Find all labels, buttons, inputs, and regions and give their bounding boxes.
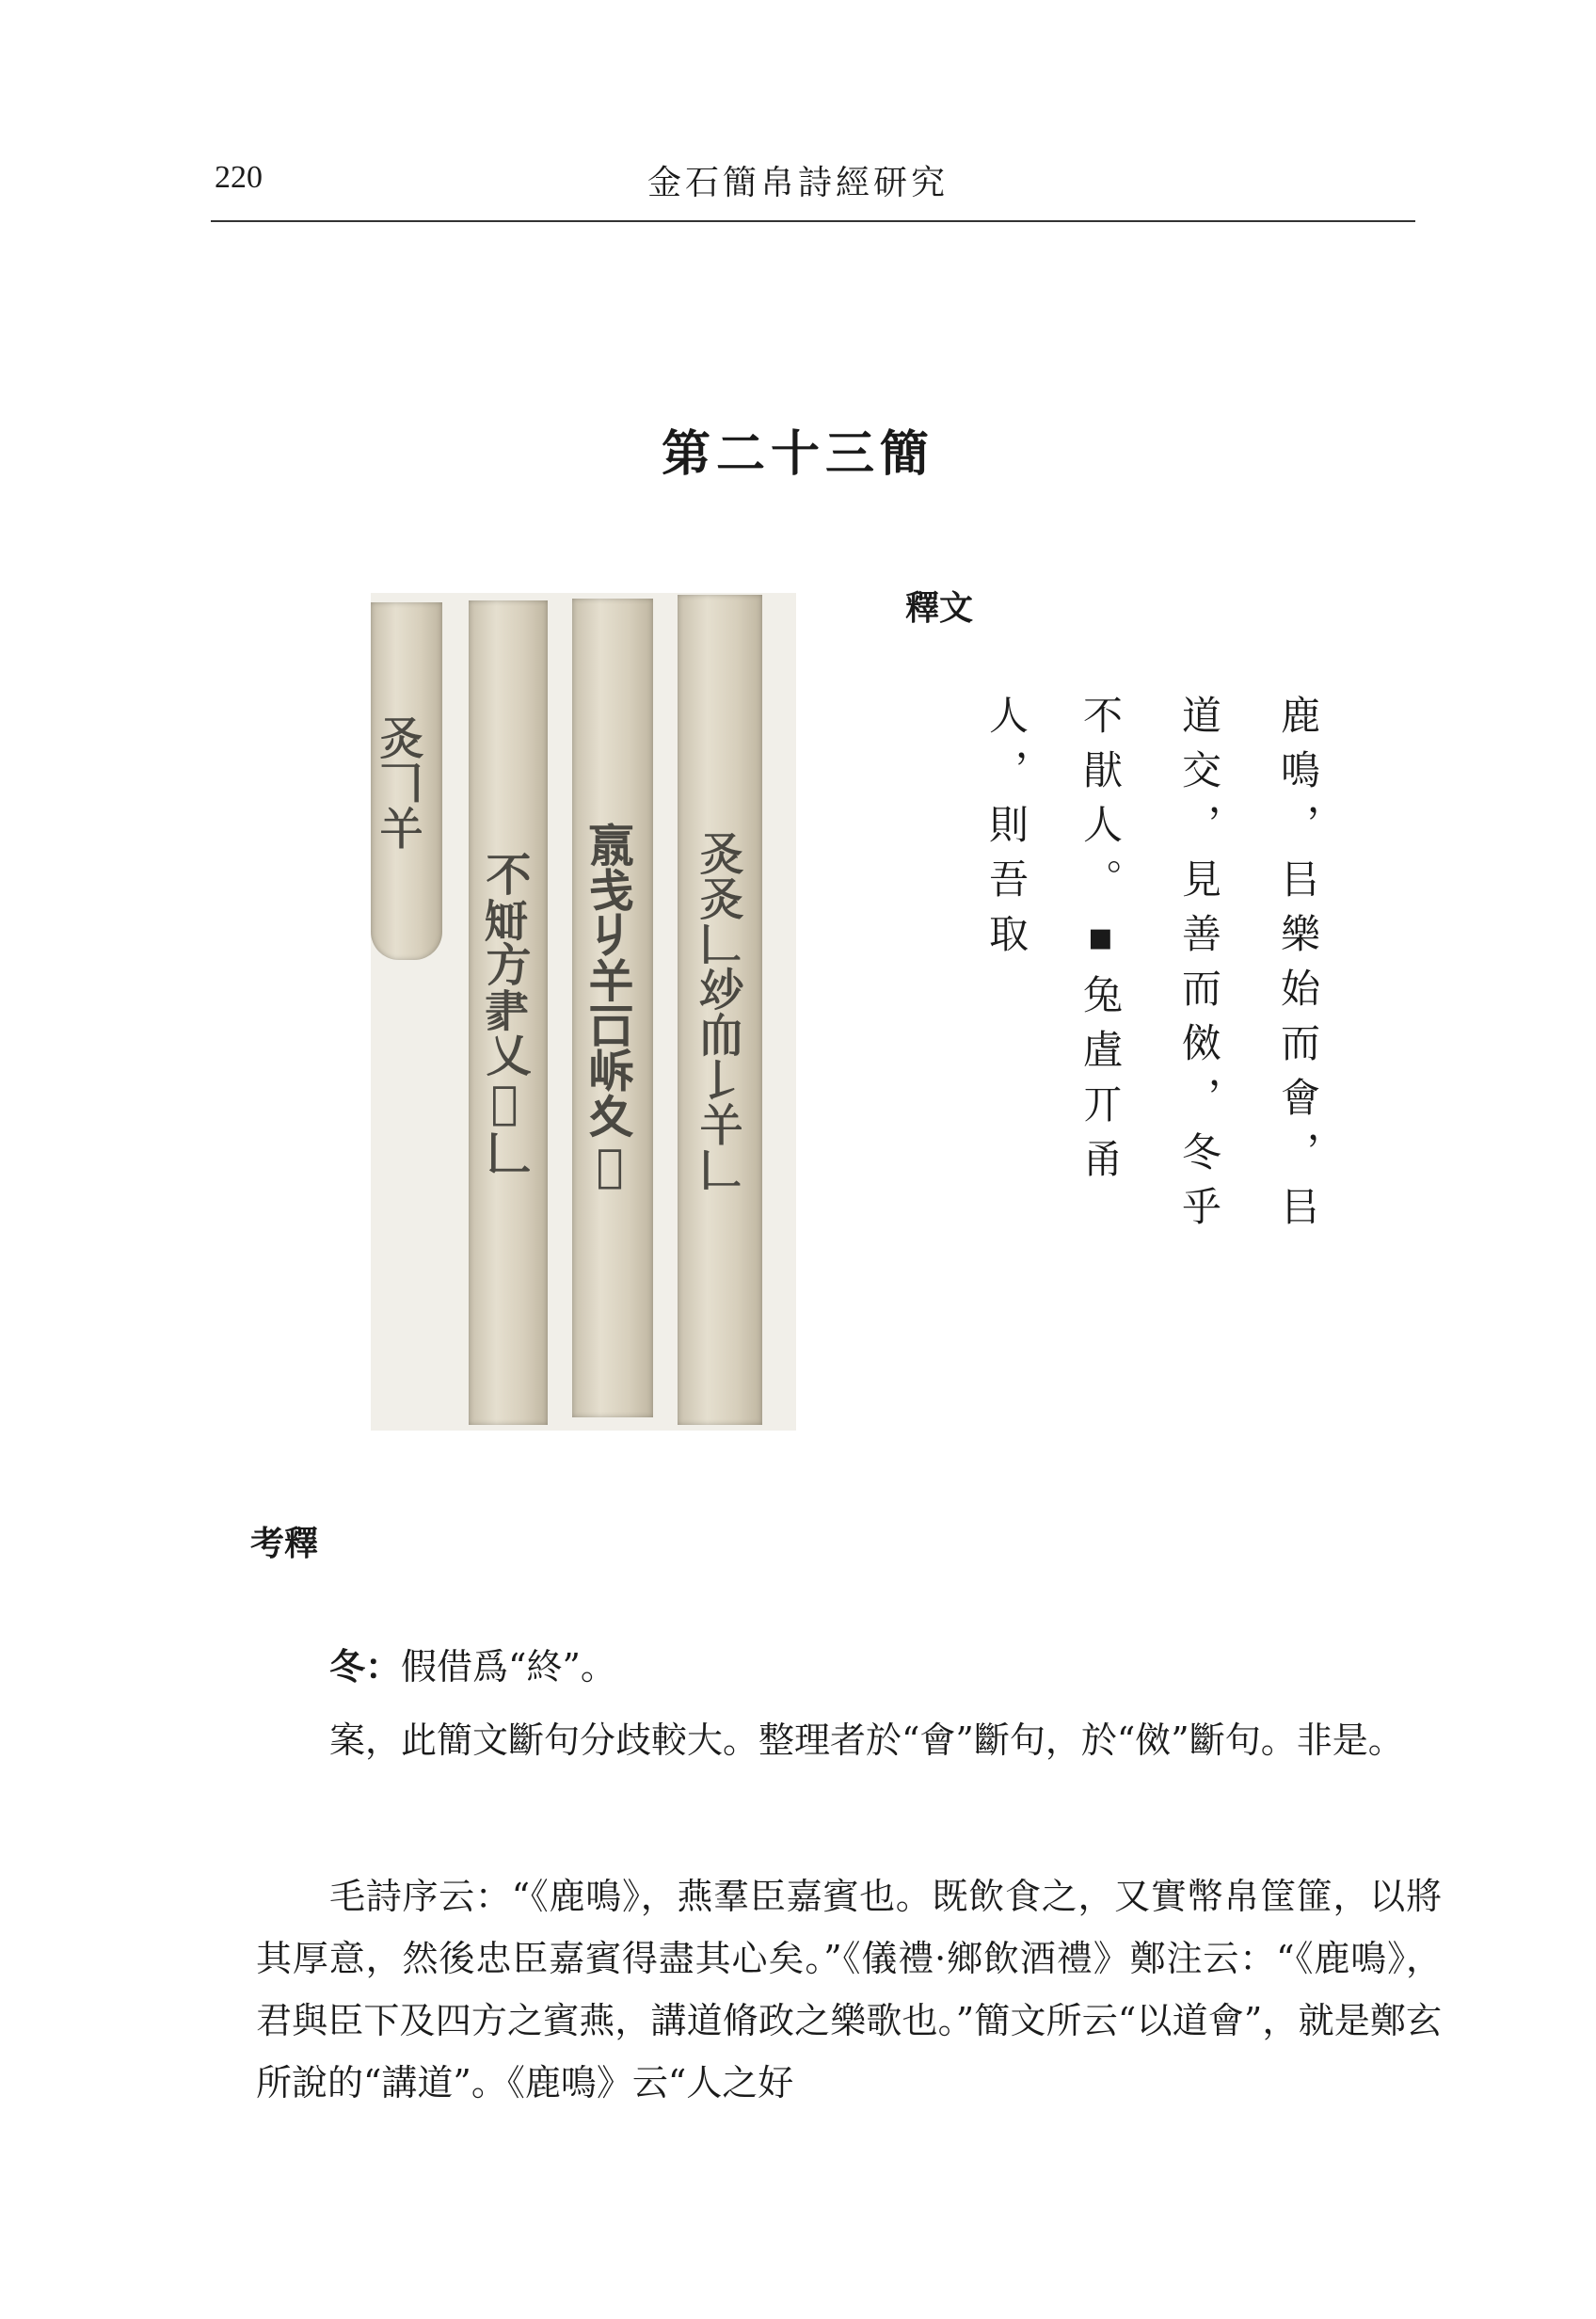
commentary-paragraph: 案，此簡文斷句分歧較大。整理者於“會”斷句，於“傚”斷句。非是。 — [329, 1719, 1404, 1761]
term-word: 冬： — [329, 1646, 402, 1687]
commentary-heading: 考釋 — [250, 1525, 319, 1563]
term-gloss: 假借爲“終”。 — [401, 1646, 616, 1687]
bamboo-slip — [572, 599, 653, 1417]
section-title: 第二十三簡 — [661, 425, 934, 483]
transcription-heading: 釋文 — [905, 589, 974, 628]
slip-inscription: 𤆆𤆆𠃊𢆷𦓐𠄌𢆉𠃊 — [693, 829, 745, 1191]
transcription-column: 人，則吾取 — [983, 695, 1029, 968]
bamboo-slip — [371, 602, 442, 960]
slip-inscription: 𣎆戋𠂈𢆉𠮛𡶜夊𥈯 — [583, 824, 636, 1192]
page-number: 220 — [215, 160, 263, 195]
slip-inscription: 𤆆𠃍𢆉 — [373, 713, 425, 849]
bamboo-slip — [469, 600, 548, 1425]
bamboo-slips-photo — [371, 593, 796, 1431]
header-rule — [211, 220, 1415, 222]
transcription-column: 鹿鳴，㠯樂始而會，㠯 — [1275, 695, 1321, 1240]
slip-inscription: 不𥎿方𦘔乂𡋺𠃊 — [478, 851, 531, 1175]
term-entry — [329, 1636, 616, 1698]
commentary-paragraph: 毛詩序云：“《鹿鳴》，燕羣臣嘉賓也。既飲食之，又實幣帛筐篚，以將其厚意，然後忠臣嘉賓得盡其心矣。”《儀禮·鄉飲酒禮》鄭注云：“《鹿鳴》，君與臣下及四方之賓燕，講道脩政之樂歌也。”簡文所云“以道會”，就是鄭玄所說的“講道”。《鹿鳴》云“人之好 — [256, 1876, 1442, 2103]
running-title: 金石簡帛詩經研究 — [646, 164, 949, 202]
transcription-column: 不猒人。▪兔虘丌甬 — [1077, 695, 1124, 1192]
bamboo-slip — [678, 595, 762, 1425]
transcription-column: 道交，見善而傚，冬乎 — [1176, 695, 1222, 1240]
